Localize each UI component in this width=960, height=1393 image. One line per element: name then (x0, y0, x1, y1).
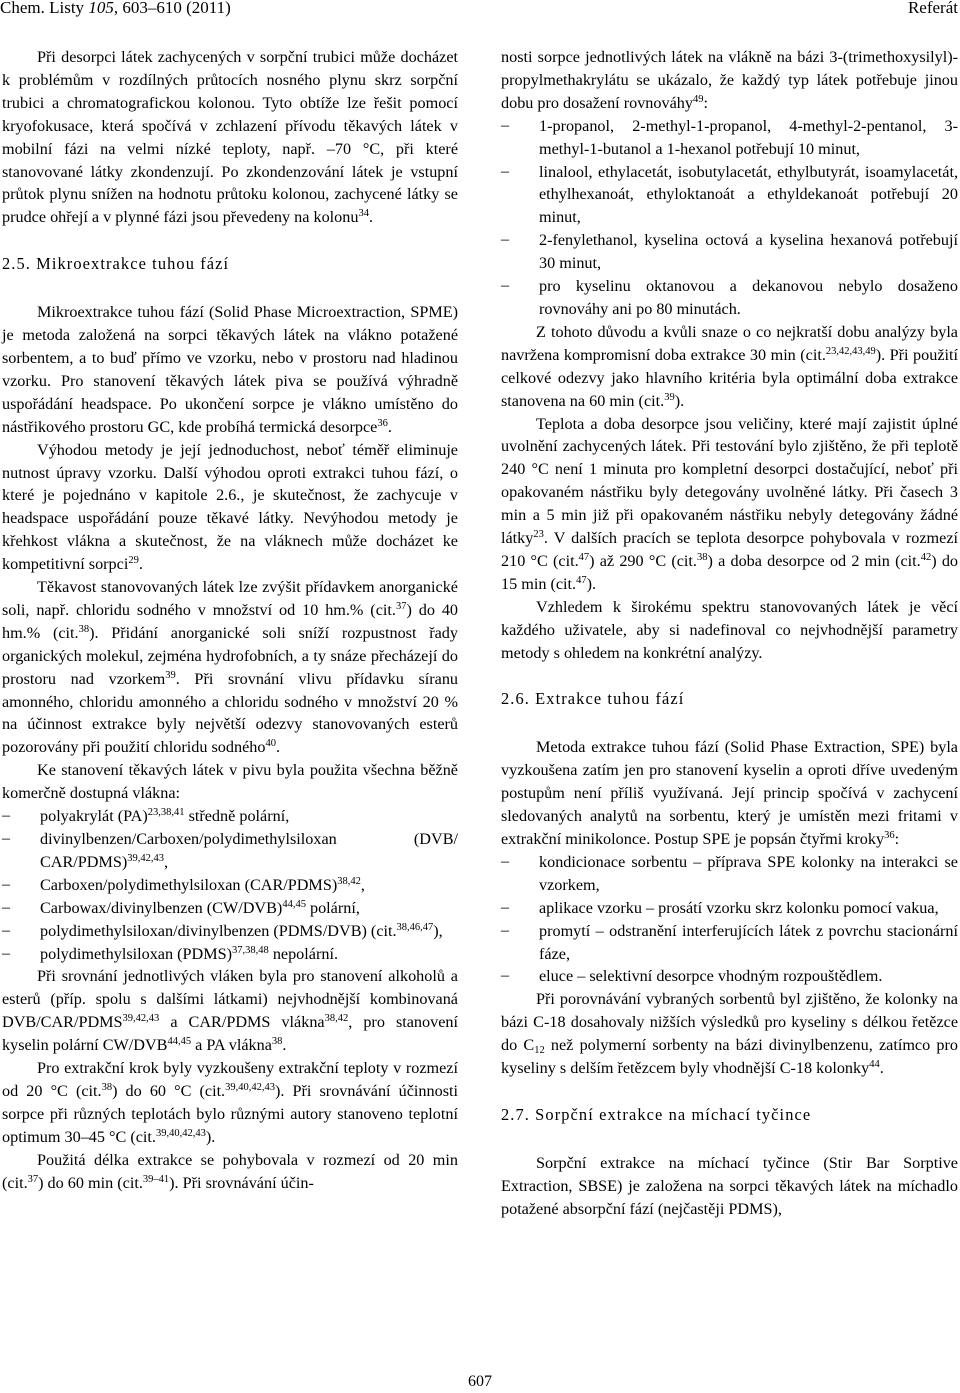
spe-steps-list (501, 851, 958, 988)
equilibrium-list (501, 115, 958, 321)
list-item: – polyakrylát (PA)$^{23,38,41}$ středně polární, (2, 805, 458, 828)
list-item: – eluce – selektivní desorpce vhodným rozpouštědlem. (501, 965, 958, 988)
list-item: – Carboxen/polydimethylsiloxan (CAR/PDMS)$^{38,42}$, (2, 874, 458, 897)
paragraph: Při desorpci látek zachycených v sorpční trubici může docházet k problémům v rozdílných průtocích nosného plynu skrz sorpční trubici a chromatografickou kolonou. Tyto obtíže lze řešit pomocí kryofokusace, která spočívá v zchlazení přívodu těkavých látek v mobilní fázi na velmi nízké teploty, např. –70 °C, při které stanovované látky zkondenzují. Po zkondenzování látek je vstupní průtok plynu snížen na hodnotu průtoku kolonou, zachycené látky se prudce ohřejí a v plynné fázi jsou převedeny na kolonu$^{34}$. (2, 48, 458, 227)
list-item: – 2-fenylethanol, kyselina octová a kyselina hexanová potřebují 30 minut, (501, 229, 958, 275)
section-heading: 2.7. Sorpční extrakce na míchací tyčince (501, 1104, 812, 1124)
list-item: – promytí – odstranění interferujících látek z povrchu stacionární fáze, (501, 920, 958, 966)
paragraph: Teplota a doba desorpce jsou veličiny, které mají zajistit úplné uvolnění zachycených látek. Při testování bylo zjištěno, že při teplotě 240 °C není 1 minuta pro kompletní desorpci dostačující, neboť při opakovaném nástřiku byly detegovány uvolněné látky. Při časech 3 min a 5 min již při opakovaném nástřiku nebyly detegovány žádné látky$^{23}$. V dalších pracích se teplota desorpce pohybovala v rozmezí 210 °C (cit.$^{47}$) až 290 °C (cit.$^{38}$) a doba desorpce od 2 min (cit.$^{42}$) do 15 min (cit.$^{47}$). (501, 414, 959, 593)
right-column (501, 46, 958, 1221)
fiber-list (2, 805, 458, 965)
list-item: – divinylbenzen/Carboxen/polydimethylsiloxan (DVB/ CAR/PDMS)$^{39,42,43}$, (2, 828, 458, 874)
list-item: – Carbowax/divinylbenzen $(CW/DVB)^{44,45}$ polární, (2, 897, 458, 920)
paragraph: Při porovnávání vybraných sorbentů byl zjištěno, že kolonky na bázi C-18 dosahovaly nižších výsledků pro kyseliny s délkou řetězce do $C_{12}$ než polymerní sorbenty na bázi divinylbenzenu, zatímco pro kyseliny s delším řetězcem byly vhodnější C-18 kolonky$^{44}$. (501, 990, 958, 1078)
list-item: – pro kyselinu oktanovou a dekanovou nebylo dosaženo rovnováhy ani po 80 minutách. (501, 275, 958, 321)
list-item: – 1-propanol, 2-methyl-1-propanol, 4-methyl-2-pentanol, 3-methyl-1-butanol a 1-hexanol potřebují 10 minut, (501, 115, 958, 161)
left-column (2, 46, 458, 1195)
section-heading: 2.6. Extrakce tuhou fází (501, 689, 685, 709)
list-item: – aplikace vzorku – prosátí vzorku skrz kolonku pomocí vakua, (501, 897, 958, 920)
list-item: – polydimethylsiloxan/divinylbenzen (PDMS/DVB) (cit.$^{38,46,47}$), (2, 920, 458, 943)
paragraph: Při srovnání jednotlivých vláken byla pro stanovení alkoholů a esterů (příp. spolu s dalšími látkami) nejvhodnější kombinovaná DVB/CAR/PDMS$^{39,42,43}$ a CAR/PDMS vlákna$^{38,42}$, pro stanovení kyselin polární CW/DVB$^{44,45}$ a PA vlákna$^{38}$. (2, 967, 458, 1055)
section-label: Referát (907, 0, 958, 17)
journal-citation: Chem. Listy 105, 603–610 (2011) (0, 0, 231, 17)
paragraph: Výhodou metody je její jednoduchost, neboť téměř eliminuje nutnost úpravy vzorku. Další výhodou oproti extrakci tuhou fází, o které je pojednáno v kapitole 2.6., je skutečnost, že zachycuje v headspace uspořádání pouze těkavé látky. Nevýhodou metody je křehkost vlákna a skutečnost, že na vláknech může docházet ke kompetitivní sorpci$^{29}$. (2, 440, 458, 574)
page-number: 607 (468, 1373, 492, 1390)
paragraph: Z tohoto důvodu a kvůli snaze o co nejkratší dobu analýzy byla navržena kompromisní doba extrakce 30 min (cit.$^{23,42,43,49}$). Při použití celkové odezvy jako hlavního kritéria byla optimální doba extrakce stanovena na 60 min (cit.$^{39}$). (501, 322, 958, 410)
paragraph: Sorpční extrakce na míchací tyčince (Stir Bar Sorptive Extraction, SBSE) je založena na sorpci těkavých látek na míchadlo potažené absorpční fází (nejčastěji PDMS), (501, 1153, 958, 1218)
paragraph: Pro extrakční krok byly vyzkoušeny extrakční teploty v rozmezí od 20 °C (cit.$^{38}$) do 60 °C (cit.$^{39,40,42,43}$). Při srovnávání účinnosti sorpce při různých teplotách bylo různými autory stanoveno teplotní optimum 30–45 °C (cit.$^{39,40,42,43}$). (2, 1059, 458, 1146)
paragraph: Metoda extrakce tuhou fází (Solid Phase Extraction, SPE) byla vyzkoušena zatím jen pro stanovení kyselin a oproti dříve uvedeným postupům není příliš využívaná. Její princip spočívá v zachycení sledovaných analytů na sorbentu, který je umístěn mezi fritami v extrakční minikolonce. Postup SPE je popsán čtyřmi kroky$^{36}$: (501, 738, 958, 848)
running-header (0, 0, 960, 19)
paragraph: Vzhledem k širokému spektru stanovovaných látek je věcí každého uživatele, aby si nadefinoval co nejvhodnější parametry metody s ohledem na konkrétní analýzy. (501, 597, 958, 662)
paragraph: Ke stanovení těkavých látek v pivu byla použita všechna běžně komerčně dostupná vlákna: (2, 761, 458, 803)
paragraph: Mikroextrakce tuhou fází (Solid Phase Microextraction, SPME) je metoda založená na sorpci těkavých látek na vlákno potažené sorbentem, a to buď přímo ve vzorku, nebo v prostoru nad hladinou vzorku. Pro stanovení těkavých látek piva se používá výhradně uspořádání headspace. Po ukončení sorpce je vlákno umístěno do nástřikového prostoru GC, kde probíhá termická desorpce$^{36}$. (2, 303, 458, 436)
paragraph: nosti sorpce jednotlivých látek na vlákně na bázi 3-(trimethoxysilyl)-propylmethakrylátu se ukázalo, že každý typ látek potřebuje jinou dobu pro dosažení rovnováhy$^{49}$: (501, 48, 958, 112)
section-heading: 2.5. Mikroextrakce tuhou fází (2, 254, 230, 274)
paragraph: Těkavost stanovovaných látek lze zvýšit přídavkem anorganické soli, např. chloridu sodného v množství od 10 hm.% (cit.$^{37}$) do 40 hm.% (cit.$^{38}$). Přidání anorganické soli sníží rozpustnost řady organických molekul, zejména hydrofobních, a ty snáze přecházejí do prostoru nad vzorkem$^{39}$. Při srovnání vlivu přídavku síranu amonného, chloridu amonného a chloridu sodného v množství 20 % na účinnost extrakce byly největší odezvy stanovovaných esterů pozorovány při použití chloridu sodného$^{40}$. (2, 578, 459, 757)
list-item: – linalool, ethylacetát, isobutylacetát, ethylbutyrát, isoamylacetát, ethylhexanoát, ethyloktanoát a ethyldekanoát potřebují 20 minut, (501, 161, 958, 230)
list-item: – polydimethylsiloxan (PDMS)$^{37,38,48}$ nepolární. (2, 943, 458, 966)
list-item: – kondicionace sorbentu – příprava SPE kolonky na interakci se vzorkem, (501, 851, 958, 897)
paragraph: Použitá délka extrakce se pohybovala v rozmezí od 20 min (cit.$^{37}$) do 60 min (cit.$^{39-41}$). Při srovnávání účin- (2, 1150, 458, 1192)
